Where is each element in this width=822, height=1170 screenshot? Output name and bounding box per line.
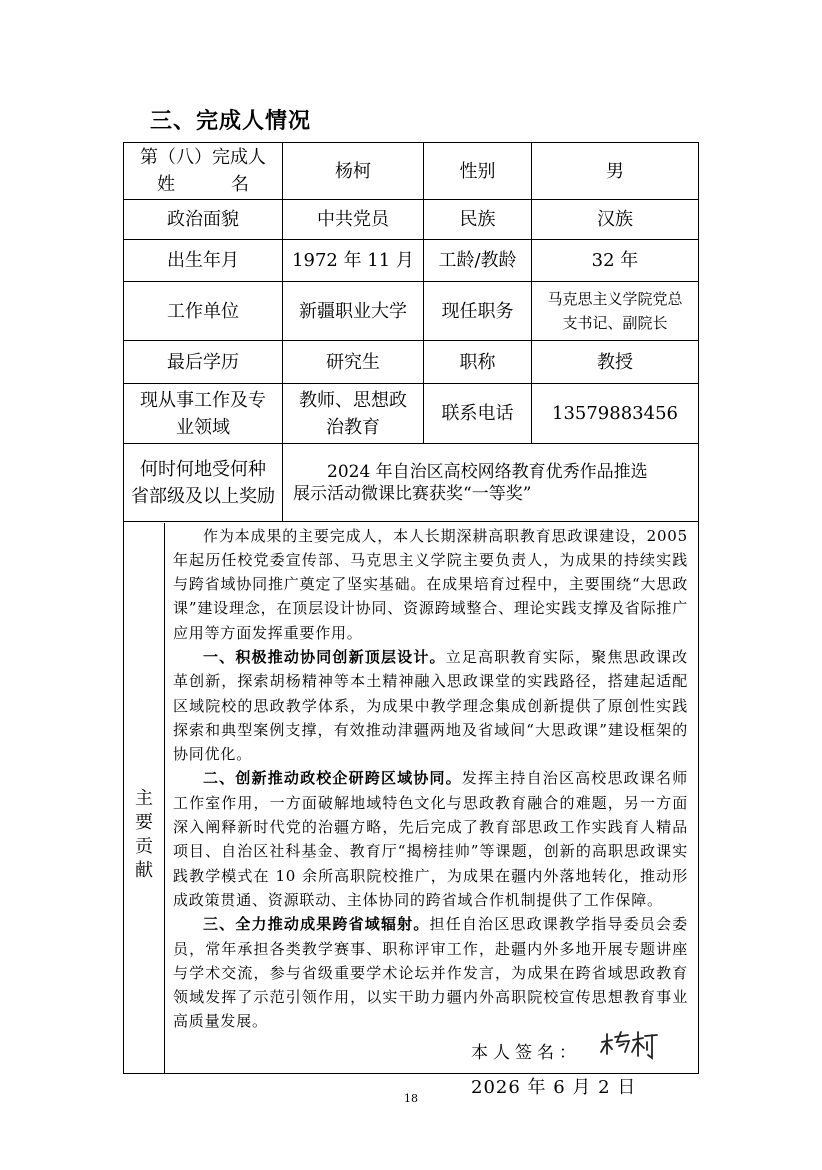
signature-date: 2026 年 6 月 2 日 <box>471 1076 637 1098</box>
label-birth: 出生年月 <box>124 240 283 282</box>
label-education: 最后学历 <box>124 341 283 384</box>
contribution-point-2: 二、创新推动政校企研跨区域协同。发挥主持自治区高校思政课名师工作室作用，一方面破解地域特色文化与思政教育融合的难题，另一方面深入阐释新时代党的治疆方略，先后完成了教育部思政工作实践育人精品项目、自治区社科基金、教育厅“揭榜挂帅”等课题，创新的高职思政课实践教学模式在 10 余所高职院校推广，为成果在疆内外落地转化，推动形成政策贯通、资源联动、主体协同的跨省域合作机制提供了工作保障。 <box>173 769 689 909</box>
value-gender: 男 <box>532 143 699 200</box>
label-position: 现任职务 <box>424 282 532 341</box>
row-education <box>124 341 699 384</box>
row-name <box>124 143 699 200</box>
value-name: 杨柯 <box>283 143 424 200</box>
value-phone: 13579883456 <box>532 384 699 444</box>
label-char: 献 <box>135 860 153 881</box>
page-number: 18 <box>404 1092 418 1105</box>
signature-label: 本人签名： <box>471 1042 581 1063</box>
label-char: 要 <box>135 812 153 833</box>
contribution-intro: 作为本成果的主要完成人，本人长期深耕高职教育思政课建设，2005 年起历任校党委宣传部、马克思主义学院主要负责人，为成果的持续实践与跨省域协同推广奠定了坚实基础。在成果培育过程中，主要围绕“大思政课”建设理念，在顶层设计协同、资源跨域整合、理论实践支撑及省际推广应用等方面发挥重要作用。 <box>173 526 688 642</box>
label-ethnicity: 民族 <box>424 200 532 240</box>
contribution-label <box>124 523 165 1073</box>
value-title: 教授 <box>532 341 699 384</box>
row-award <box>124 444 699 522</box>
signature-row <box>173 1040 688 1072</box>
label-field: 现从事工作及专 业领域 <box>124 384 283 444</box>
value-seniority: 32 年 <box>532 240 699 282</box>
contribution-body <box>165 523 698 1098</box>
row-birth <box>124 240 699 282</box>
label-work-unit: 工作单位 <box>124 282 283 341</box>
value-education: 研究生 <box>283 341 424 384</box>
value-politics: 中共党员 <box>283 200 424 240</box>
row-contribution <box>124 522 699 1074</box>
value-birth: 1972 年 11 月 <box>283 240 424 282</box>
label-char: 主 <box>135 788 153 809</box>
value-award: 2024 年自治区高校网络教育优秀作品推选 展示活动微课比赛获奖“一等奖” <box>283 444 699 522</box>
section-title: 三、完成人情况 <box>150 109 312 134</box>
label-phone: 联系电话 <box>424 384 532 444</box>
personnel-table <box>123 142 699 1098</box>
label-seniority: 工龄/教龄 <box>424 240 532 282</box>
contribution-cell <box>124 522 699 1098</box>
value-field: 教师、思想政 治教育 <box>283 384 424 444</box>
row-politics <box>124 200 699 240</box>
value-work-unit: 新疆职业大学 <box>283 282 424 341</box>
row-work-unit <box>124 282 699 341</box>
label-char: 贡 <box>135 836 153 857</box>
handwritten-signature <box>598 1028 660 1064</box>
value-ethnicity: 汉族 <box>532 200 699 240</box>
label-title: 职称 <box>424 341 532 384</box>
label-name: 第（八）完成人 姓 名 <box>124 143 283 200</box>
contribution-point-1: 一、积极推动协同创新顶层设计。立足高职教育实际，聚焦思政课改革创新，探索胡杨精神等本土精神融入思政课堂的实践路径，搭建起适配区域院校的思政教学体系，为成果中教学理念集成创新提供了原创性实践探索和典型案例支撑，有效推动津疆两地及省域间“大思政课”建设框架的协同优化。 <box>173 647 688 764</box>
row-field <box>124 384 699 444</box>
contribution-point-3: 三、全力推动成果跨省域辐射。担任自治区思政课教学指导委员会委员，常年承担各类教学赛事、职称评审工作，赴疆内外多地开展专题讲座与学术交流，参与省级重要学术论坛并作发言，为成果在跨省域思政教育领域发挥了示范引领作用，以实干助力疆内外高职院校宣传思想教育事业高质量发展。 <box>173 915 688 1031</box>
label-politics: 政治面貌 <box>124 200 283 240</box>
label-gender: 性别 <box>424 143 532 200</box>
value-position: 马克思主义学院党总 支书记、副院长 <box>532 282 699 341</box>
label-award: 何时何地受何种 省部级及以上奖励 <box>124 444 283 522</box>
